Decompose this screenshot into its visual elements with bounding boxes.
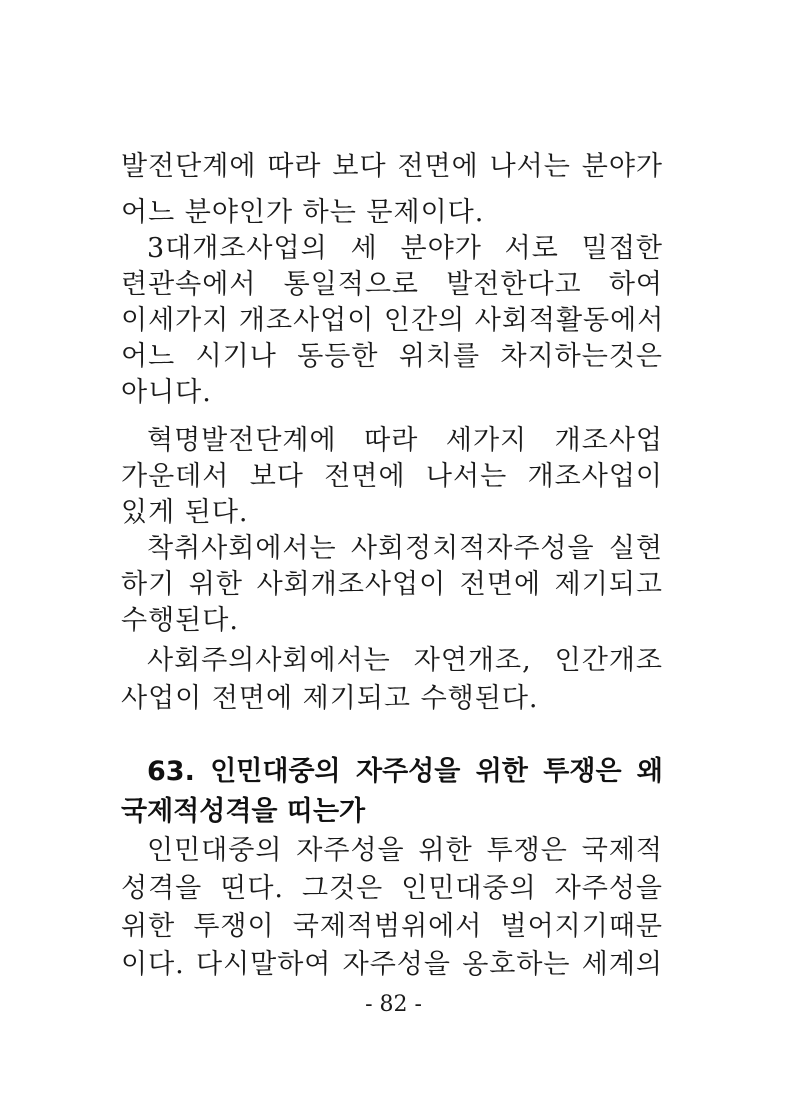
text-line: 위한 투쟁이 국제적범위에서 벌어지기때문 xyxy=(121,911,663,942)
text-line: 사업이 전면에 제기되고 수행된다. xyxy=(121,683,539,714)
text-line: 어느 분야인가 하는 문제이다. xyxy=(121,197,485,228)
text-line: 가운데서 보다 전면에 나서는 개조사업이 xyxy=(121,461,663,492)
text-line: 어느 시기나 동등한 위치를 차지하는것은 xyxy=(121,341,663,372)
text-line: 착취사회에서는 사회정치적자주성을 실현 xyxy=(147,533,663,564)
page-number: - 82 - xyxy=(365,992,422,1017)
text-line: 련관속에서 통일적으로 발전한다고 하여 xyxy=(121,269,663,300)
text-line: 수행된다. xyxy=(121,605,239,636)
text-line: 이세가지 개조사업이 인간의 사회적활동에서 xyxy=(121,305,665,336)
text-line: 사회주의사회에서는 자연개조, 인간개조 xyxy=(147,645,663,676)
text-line: 혁명발전단계에 따라 세가지 개조사업 xyxy=(147,425,663,456)
text-line: 인민대중의 자주성을 위한 투쟁은 국제적 xyxy=(147,835,663,866)
text-line: 이다. 다시말하여 자주성을 옹호하는 세계의 xyxy=(121,949,663,980)
text-line: 하기 위한 사회개조사업이 전면에 제기되고 xyxy=(121,569,663,600)
text-line: 3대개조사업의 세 분야가 서로 밀접한 xyxy=(147,233,663,264)
section-heading: 63. 인민대중의 자주성을 위한 투쟁은 왜 xyxy=(147,756,663,787)
text-line: 성격을 띤다. 그것은 인민대중의 자주성을 xyxy=(121,873,663,904)
section-heading-continued: 국제적성격을 띠는가 xyxy=(121,796,366,827)
text-line: 발전단계에 따라 보다 전면에 나서는 분야가 xyxy=(121,151,663,182)
text-line: 아니다. xyxy=(121,377,212,408)
text-line: 있게 된다. xyxy=(121,497,249,528)
